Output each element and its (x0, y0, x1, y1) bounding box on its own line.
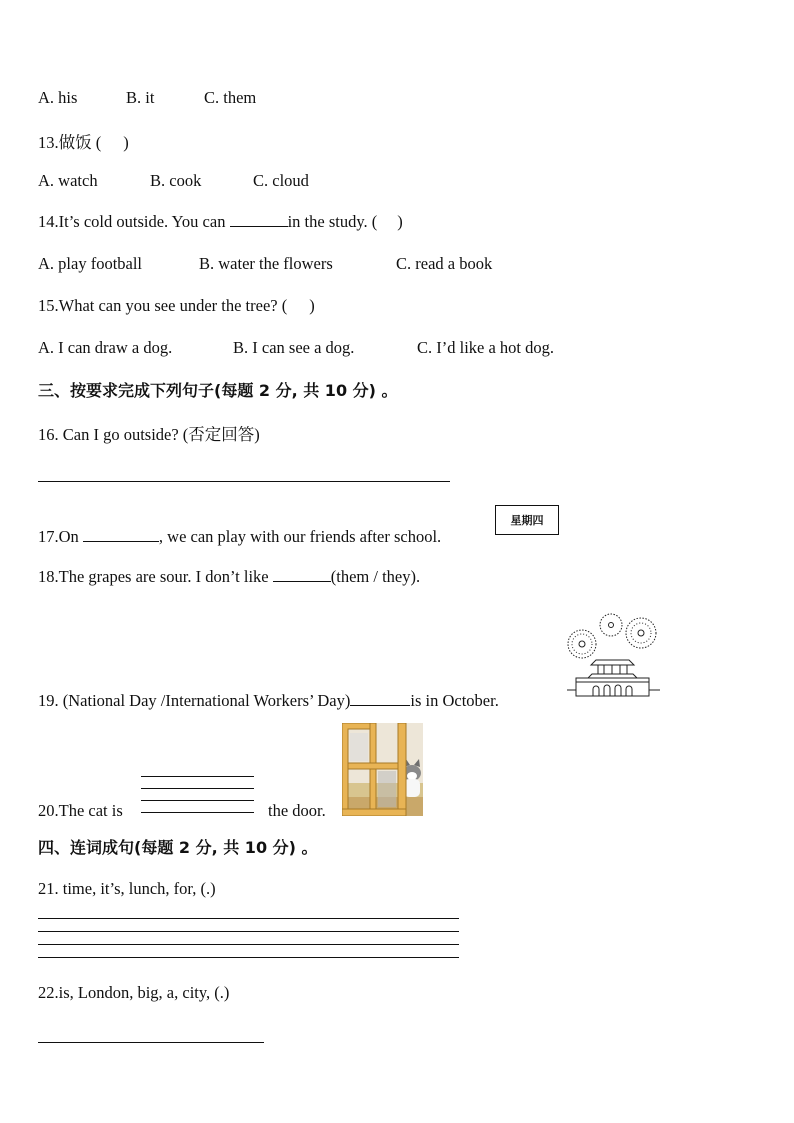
q15-close-paren: ) (309, 296, 315, 315)
q20-stem (38, 801, 123, 821)
q18-answer-blank[interactable] (273, 567, 331, 582)
q17-text: 17.On (38, 527, 79, 546)
q20-tail: the door. (268, 801, 326, 820)
thursday-label-box (495, 505, 559, 535)
q20-tail-line (268, 801, 326, 821)
q22-text: 22.is, London, big, a, city, (.) (38, 983, 230, 1002)
q12-option-c: C. them (204, 88, 257, 107)
q21-writing-line-1[interactable] (38, 918, 459, 919)
firework-left-icon (568, 630, 596, 658)
q15-option-c: C. I’d like a hot dog. (417, 338, 555, 357)
q20-writing-line-3[interactable] (141, 800, 254, 801)
q17-answer-blank[interactable] (83, 527, 159, 542)
q19-stem (38, 691, 499, 711)
firework-center-icon (600, 614, 622, 636)
firework-right-icon (626, 618, 656, 648)
q15-option-b: B. I can see a dog. (233, 338, 355, 357)
q14-tail: in the study. ( (287, 212, 378, 231)
q18-tail: (them / they). (330, 567, 421, 586)
q14-close-paren: ) (397, 212, 403, 231)
q13-option-a: A. watch (38, 171, 98, 190)
q12-option-a: A. his (38, 88, 78, 107)
section4-title: 四、连词成句(每题 2 分, 共 10 分) 。 (38, 838, 318, 857)
q19-text: 19. (National Day /International Workers’ Day) (38, 691, 351, 710)
q15-option-a: A. I can draw a dog. (38, 338, 173, 357)
q15-options (38, 338, 554, 358)
q13-close-paren: ) (123, 133, 129, 152)
q20-text: 20.The cat is (38, 801, 123, 820)
q20-writing-line-1[interactable] (141, 776, 254, 777)
q21-writing-line-3[interactable] (38, 944, 459, 945)
q14-option-c: C. read a book (396, 254, 493, 273)
q14-option-b: B. water the flowers (199, 254, 333, 273)
q13-option-b: B. cook (150, 171, 202, 190)
section3-title: 三、按要求完成下列句子(每题 2 分, 共 10 分) 。 (38, 381, 398, 400)
q15-text: 15.What can you see under the tree? ( (38, 296, 288, 315)
q13-text: 13.做饭 ( (38, 133, 102, 152)
thursday-label: 星期四 (510, 514, 544, 527)
q13-options (38, 171, 309, 191)
q12-options (38, 88, 256, 108)
q16-answer-line[interactable] (38, 481, 450, 482)
cat-behind-door-icon (342, 723, 423, 816)
q16-text: 16. Can I go outside? (否定回答) (38, 425, 260, 444)
q18-stem (38, 567, 420, 587)
q17-tail: , we can play with our friends after school. (158, 527, 442, 546)
q13-option-c: C. cloud (253, 171, 309, 190)
q19-answer-blank[interactable] (350, 691, 410, 706)
tiananmen-fireworks-icon (562, 612, 664, 698)
q14-option-a: A. play football (38, 254, 143, 273)
q21-writing-line-2[interactable] (38, 931, 459, 932)
q17-stem (38, 527, 441, 547)
q20-writing-line-2[interactable] (141, 788, 254, 789)
q12-option-b: B. it (126, 88, 155, 107)
q22-answer-line[interactable] (38, 1042, 264, 1043)
q18-text: 18.The grapes are sour. I don’t like (38, 567, 269, 586)
q20-writing-line-4[interactable] (141, 812, 254, 813)
q19-tail: is in October. (410, 691, 499, 710)
q15-stem (38, 296, 315, 316)
q14-answer-blank[interactable] (230, 212, 288, 227)
q13-stem (38, 129, 129, 153)
q14-stem (38, 212, 403, 232)
q21-writing-line-4[interactable] (38, 957, 459, 958)
q14-text: 14.It’s cold outside. You can (38, 212, 226, 231)
q21-text: 21. time, it’s, lunch, for, (.) (38, 879, 216, 898)
q14-options (38, 254, 492, 274)
